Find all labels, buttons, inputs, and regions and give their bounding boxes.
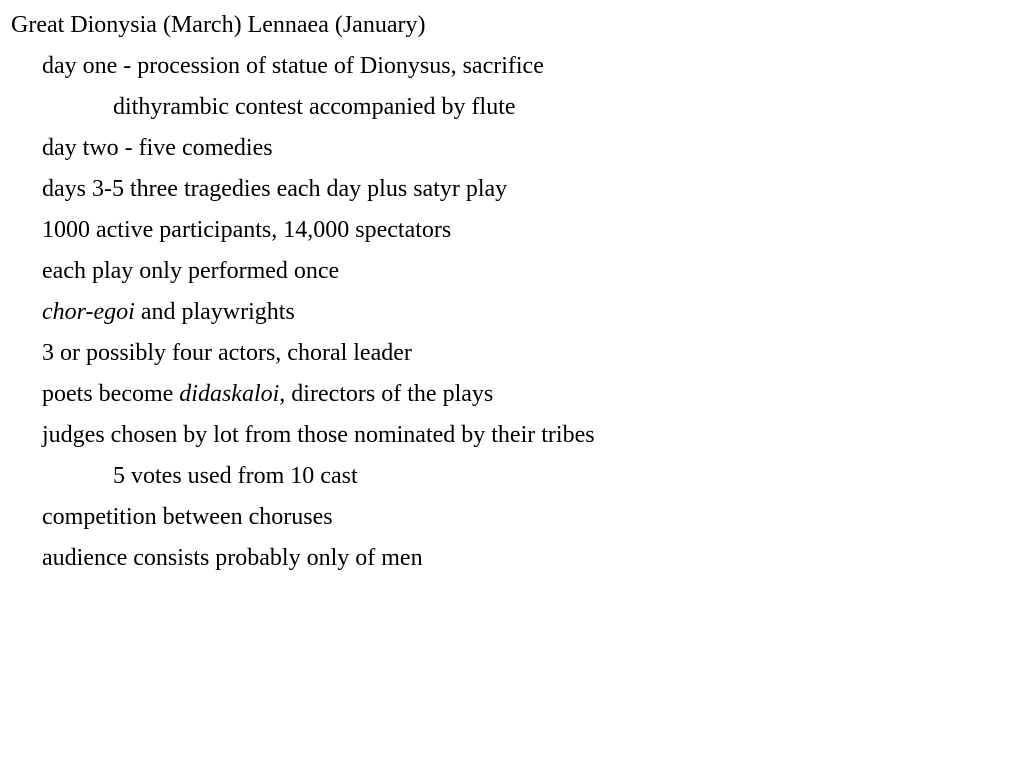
- choregoi-rest: and playwrights: [134, 299, 295, 325]
- slide-title: Great Dionysia (March) Lennaea (January): [11, 12, 426, 38]
- line-day-one: day one - procession of statue of Dionysus, sacrifice: [42, 53, 544, 79]
- line-choregoi: [11, 295, 1024, 336]
- didaskaloi-lead: poets become: [42, 381, 180, 407]
- line-performed-once: each play only performed once: [42, 258, 340, 284]
- line-audience: audience consists probably only of men: [42, 545, 423, 571]
- line-didaskaloi: [11, 377, 1024, 418]
- line-votes: 5 votes used from 10 cast: [113, 463, 358, 489]
- choregoi-term: chor-egoi: [42, 299, 135, 325]
- didaskaloi-term: didaskaloi: [179, 381, 280, 407]
- line-day-two: day two - five comedies: [42, 135, 273, 161]
- line-judges: judges chosen by lot from those nominated by their tribes: [42, 422, 595, 448]
- line-dithyrambic-contest: dithyrambic contest accompanied by flute: [113, 94, 516, 120]
- didaskaloi-rest: , directors of the plays: [279, 381, 494, 407]
- line-participants: 1000 active participants, 14,000 spectators: [42, 217, 452, 243]
- line-actors: 3 or possibly four actors, choral leader: [42, 340, 412, 366]
- line-competition: competition between choruses: [42, 504, 333, 530]
- line-days-3-5: days 3-5 three tragedies each day plus satyr play: [42, 176, 508, 202]
